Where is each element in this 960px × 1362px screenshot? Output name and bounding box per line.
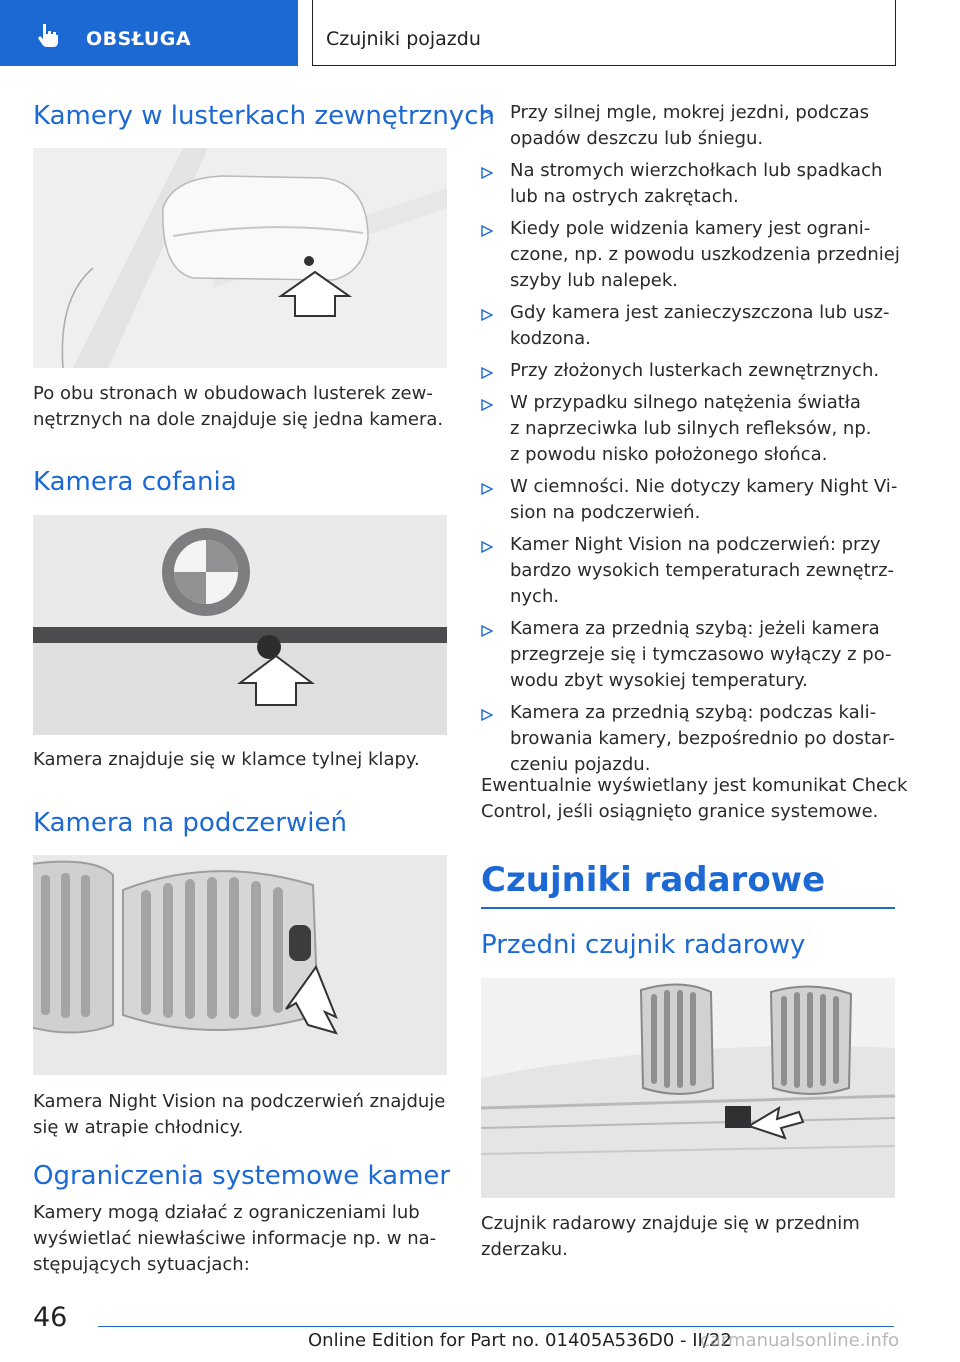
- watermark: carmanualsonline.info: [700, 1330, 900, 1351]
- front-radar-image: [481, 978, 895, 1198]
- mirror-camera-text: Po obu stronach w obudowach lusterek zew- nętrznych na dole znajduje się jedna kamera.: [33, 383, 444, 430]
- list-item: [481, 700, 901, 778]
- night-vision-text: Kamera Night Vision na podczerwień znajduje się w atrapie chłodnicy.: [33, 1091, 446, 1138]
- section-tab: [0, 0, 298, 66]
- list-item-text: Kamer Night Vision na podczerwień: przy bardzo wysokich temperaturach zewnętrz- nych.: [510, 534, 895, 607]
- bullet-triangle-icon: [481, 167, 493, 179]
- list-item-text: W przypadku silnego natężenia światła z naprzeciwka lub silnych refleksów, np. z powodu nisko położonego słońca.: [510, 392, 872, 465]
- heading-rear-camera: Kamera cofania: [33, 467, 237, 497]
- list-item: [481, 616, 901, 694]
- chapter-title: Czujniki pojazdu: [326, 28, 481, 50]
- mirror-camera-image: [33, 148, 447, 368]
- bullet-triangle-icon: [481, 109, 493, 121]
- front-radar-text: Czujnik radarowy znajduje się w przednim zderzaku.: [481, 1213, 860, 1260]
- heading-mirror-cameras: Kamery w lusterkach zewnętrznych: [33, 101, 495, 131]
- list-item-text: Kamera za przednią szybą: podczas kali- browania kamery, bezpośrednio po dostar- czeniu pojazdu.: [510, 702, 895, 775]
- list-item: [481, 100, 901, 152]
- list-item-text: Przy złożonych lusterkach zewnętrznych.: [510, 360, 880, 381]
- list-item-text: W ciemności. Nie dotyczy kamery Night Vi- sion na podczerwień.: [510, 476, 898, 523]
- section-label: OBSŁUGA: [86, 28, 192, 50]
- list-item-text: Na stromych wierzchołkach lub spadkach lub na ostrych zakrętach.: [510, 160, 883, 207]
- heading-front-radar: Przedni czujnik radarowy: [481, 930, 806, 960]
- list-item: [481, 158, 901, 210]
- heading-system-limits: Ograniczenia systemowe kamer: [33, 1161, 451, 1191]
- list-item: [481, 216, 901, 294]
- list-item: [481, 532, 901, 610]
- page-number: 46: [33, 1302, 68, 1333]
- list-item-text: Przy silnej mgle, mokrej jezdni, podczas opadów deszczu lub śniegu.: [510, 102, 870, 149]
- system-limits-text: Kamery mogą działać z ograniczeniami lub wyświetlać niewłaściwe informacje np. w na- stępujących sytuacjach:: [33, 1202, 437, 1275]
- list-item-text: Gdy kamera jest zanieczyszczona lub usz- kodzona.: [510, 302, 890, 349]
- bullet-triangle-icon: [481, 625, 493, 637]
- bullet-triangle-icon: [481, 367, 493, 379]
- heading-radar-sensors: Czujniki radarowe: [481, 860, 826, 900]
- bullet-triangle-icon: [481, 399, 493, 411]
- heading-ir-camera: Kamera na podczerwień: [33, 808, 347, 838]
- check-control-text: Ewentualnie wyświetlany jest komunikat Check Control, jeśli osiągnięto granice systemowe.: [481, 775, 908, 822]
- list-item-text: Kamera za przednią szybą: jeżeli kamera przegrzeje się i tymczasowo wyłączy z po- wodu zbyt wysokiej temperatury.: [510, 618, 892, 691]
- rear-camera-image: [33, 515, 447, 735]
- bullet-triangle-icon: [481, 225, 493, 237]
- bullet-triangle-icon: [481, 483, 493, 495]
- list-item: [481, 358, 901, 384]
- hand-pointer-icon: [34, 20, 64, 50]
- bullet-triangle-icon: [481, 709, 493, 721]
- list-item: [481, 300, 901, 352]
- bullet-triangle-icon: [481, 309, 493, 321]
- rear-camera-text: Kamera znajduje się w klamce tylnej klapy.: [33, 749, 420, 770]
- night-vision-camera-image: [33, 855, 447, 1075]
- limitations-list: [481, 100, 901, 784]
- bullet-triangle-icon: [481, 541, 493, 553]
- footer-rule: [98, 1326, 894, 1327]
- list-item: [481, 474, 901, 526]
- edition-text: Online Edition for Part no. 01405A536D0 - II/22: [308, 1330, 732, 1351]
- heading-rule: [481, 907, 895, 909]
- list-item: [481, 390, 901, 468]
- list-item-text: Kiedy pole widzenia kamery jest ograni- czone, np. z powodu uszkodzenia przedniej szyby lub nalepek.: [510, 218, 900, 291]
